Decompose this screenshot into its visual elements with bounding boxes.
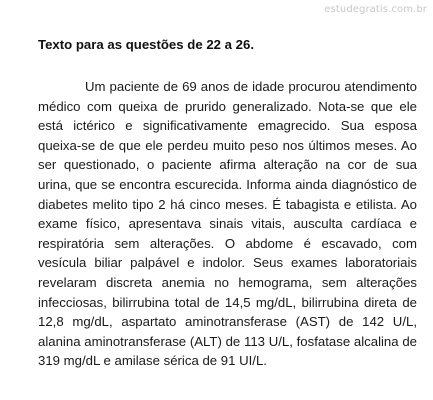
case-paragraph: Um paciente de 69 anos de idade procurou atendimento médico com queixa de prurido generalizado. Nota-se que ele está ictérico e significativamente emagrecido. Sua esposa queixa-se de que ele perdeu muito peso nos últimos meses. Ao ser questionado, o paciente afirma alteração na cor de sua urina, que se encontra escurecida. Informa ainda diagnóstico de diabetes melito tipo 2 há cinco meses. É tabagista e etilista. Ao exame físico, apresentava sinais vitais, ausculta cardíaca e respiratória sem alterações. O abdome é escavado, com vesícula biliar palpável e indolor. Seus exames laboratoriais revelaram discreta anemia no hemograma, sem alterações infecciosas, bilirrubina total de 14,5 mg/dL, bilirrubina direta de 12,8 mg/dL, aspartato aminotransferase (AST) de 142 U/L, alanina aminotransferase (ALT) de 113 U/L, fosfatase alcalina de 319 mg/dL e amilase sérica de 91 UI/L. [38,79,417,369]
site-watermark: estudegratis.com.br [324,4,427,15]
document-body [38,37,417,371]
section-heading: Texto para as questões de 22 a 26. [38,37,254,52]
